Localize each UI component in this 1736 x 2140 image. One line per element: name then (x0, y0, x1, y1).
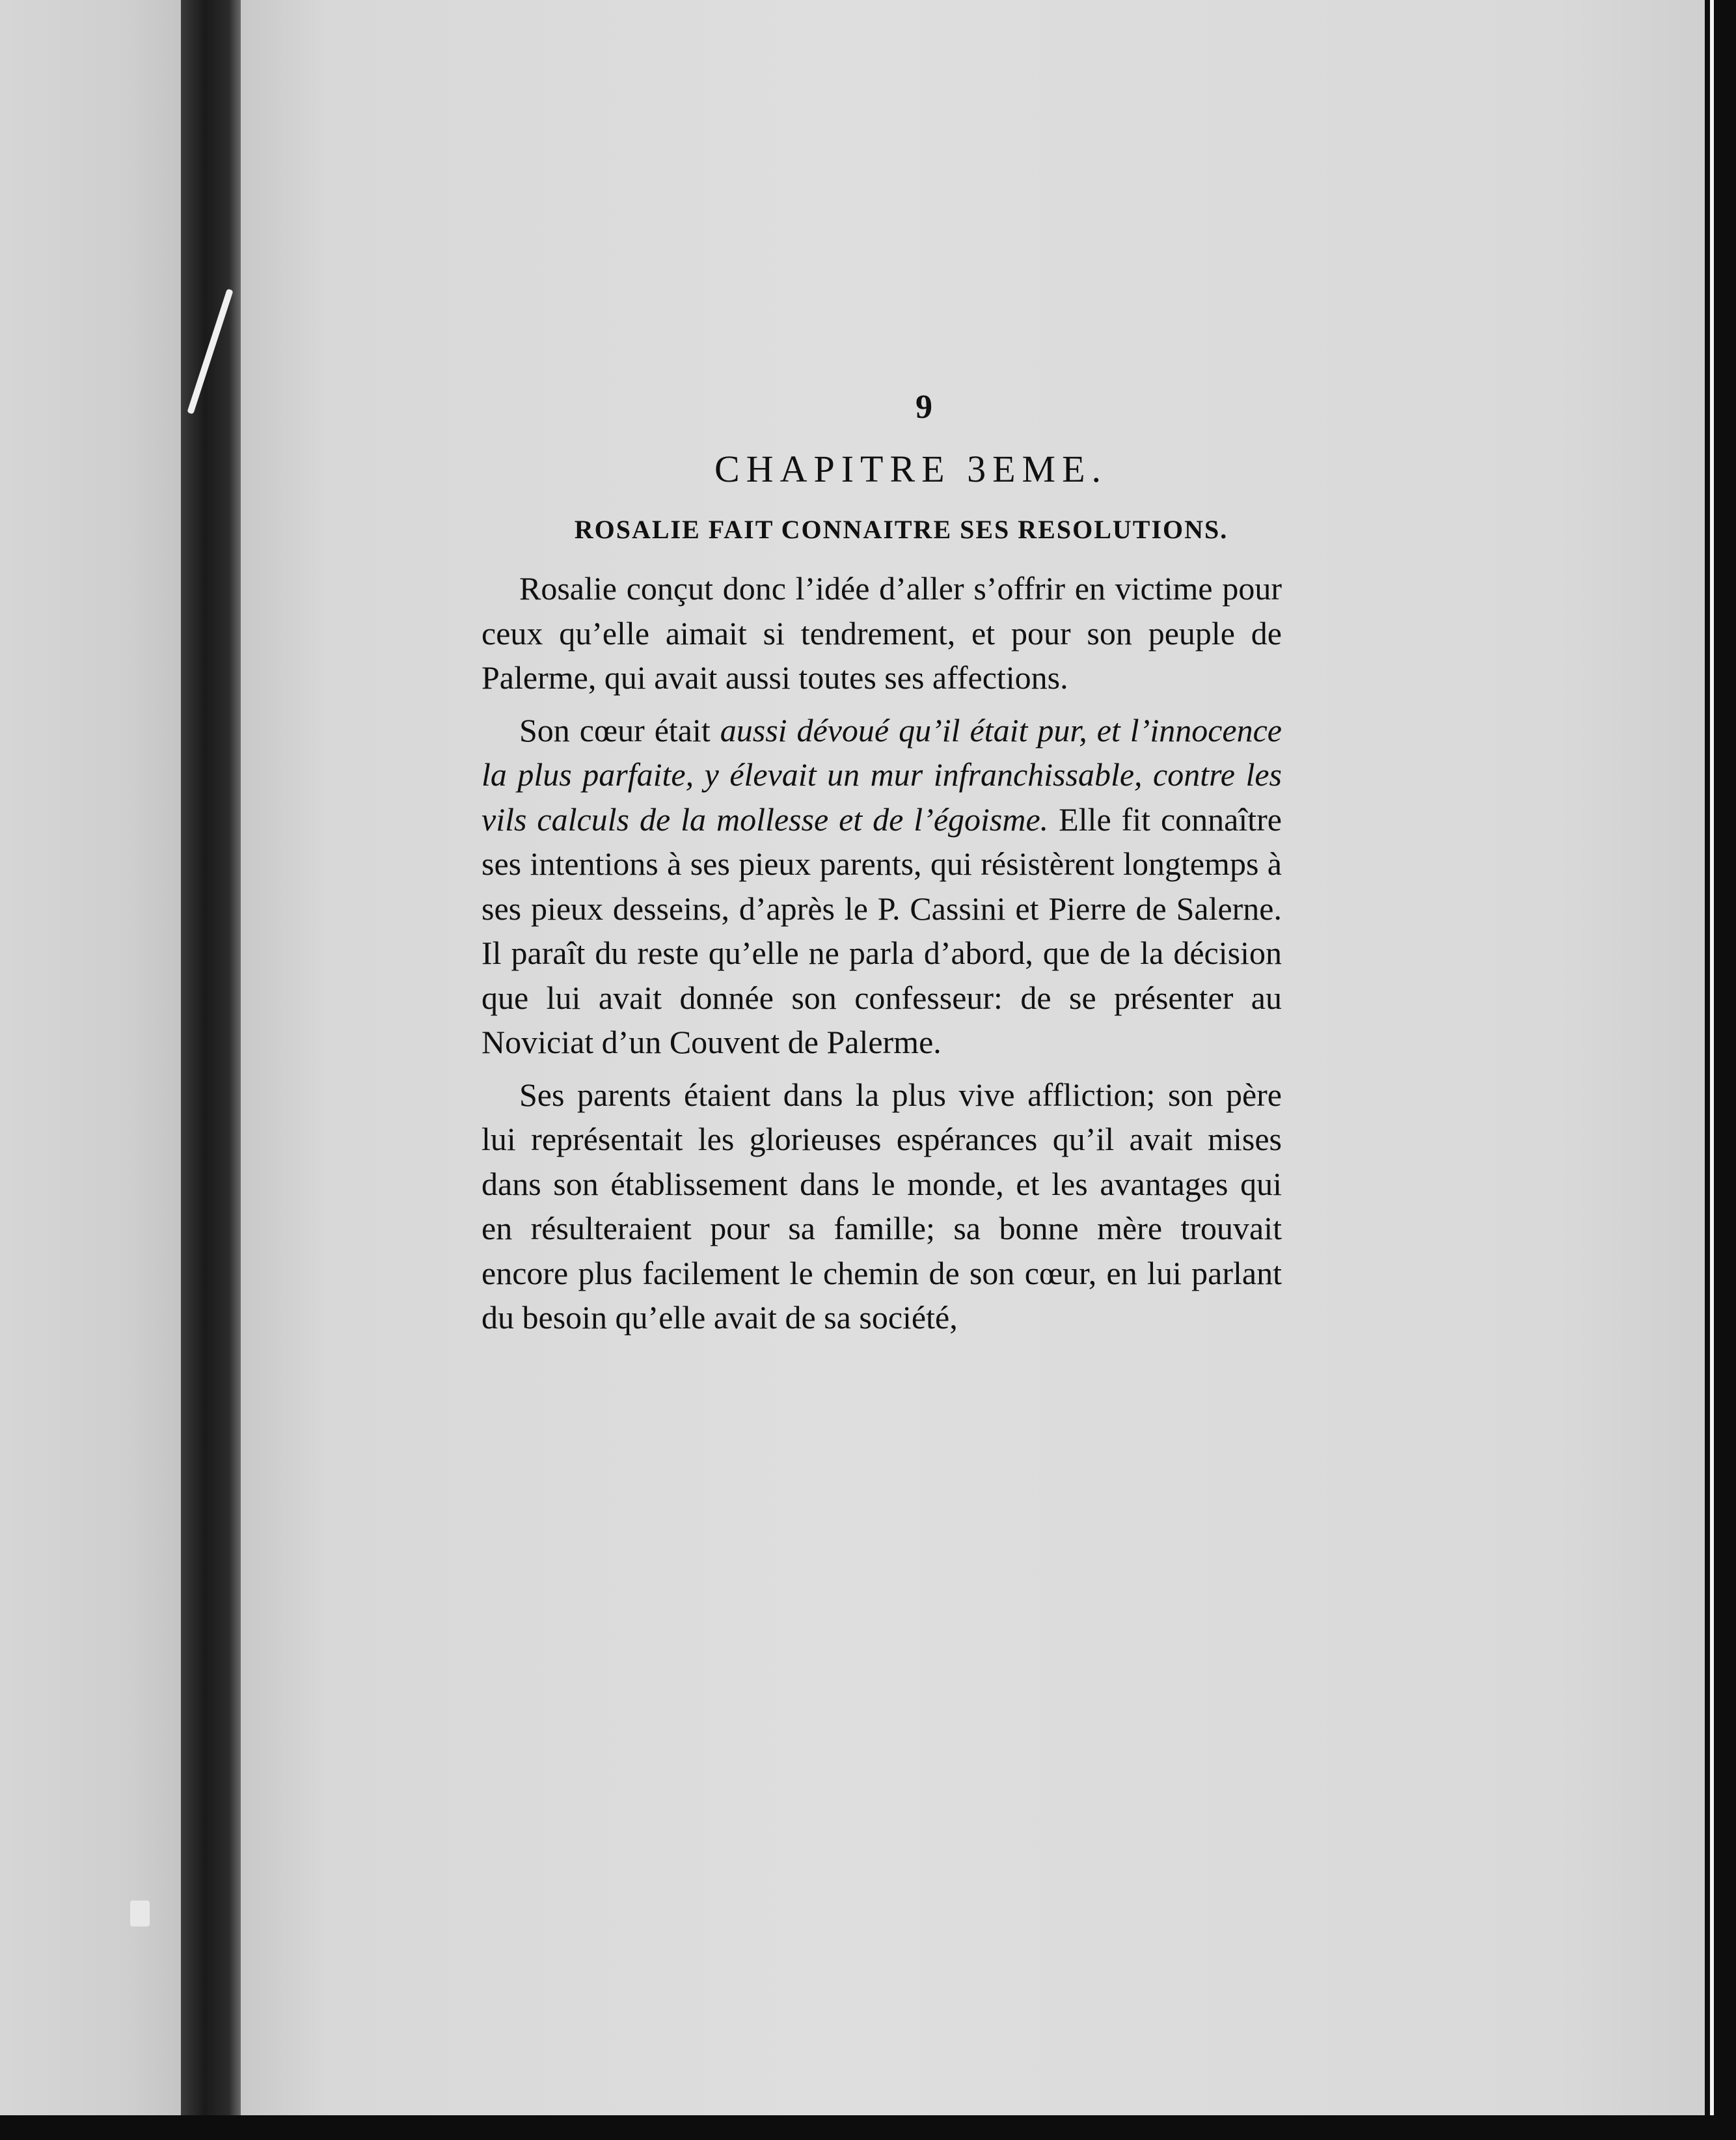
paragraph-text: Ses parents étaient dans la plus vive affliction; son père lui représentait les glorieuses espérances qu’il avait mises dans son établissement dans le monde, et les avantages qui en résulteraient pour sa famille; sa bonne mère trouvait encore plus facilement le chemin de son cœur, en lui parlant du besoin qu’elle avait de sa société, (481, 1076, 1282, 1336)
chapter-title: CHAPITRE 3EME. (714, 448, 1107, 490)
page-number: 9 (915, 389, 932, 426)
paragraph (481, 566, 1282, 700)
paragraph (481, 708, 1282, 1065)
left-page-edge (0, 0, 181, 2115)
book-spine-shadow (181, 0, 241, 2115)
paragraph-italic-text: aussi dévoué qu’il était pur, et l’innocence la plus parfaite, y élevait un mur infranchissable, contre les vils calculs de la mollesse et de l’égoisme. (481, 711, 1282, 838)
chapter-subtitle: ROSALIE FAIT CONNAITRE SES RESOLUTIONS. (574, 515, 1228, 544)
page-text (481, 391, 1282, 1348)
paragraph (481, 1073, 1282, 1340)
right-border-line (1710, 0, 1714, 2115)
scan-mark (130, 1900, 150, 1927)
paragraph-text: Son cœur était (519, 711, 720, 748)
paragraph-text: Rosalie conçut donc l’idée d’aller s’offrir en victime pour ceux qu’elle aimait si tendrement, et pour son peuple de Palerme, qui avait aussi toutes ses affections. (481, 570, 1282, 696)
bottom-border (0, 2115, 1736, 2140)
paragraph-text: Elle fit connaître ses intentions à ses pieux parents, qui résistèrent longtemps à ses pieux desseins, d’après le P. Cassini et Pierre de Salerne. Il paraît du reste qu’elle ne parla d’abord, que de la décision que lui avait donnée son confesseur: de se présenter au Noviciat d’un Couvent de Palerme. (481, 801, 1282, 1060)
